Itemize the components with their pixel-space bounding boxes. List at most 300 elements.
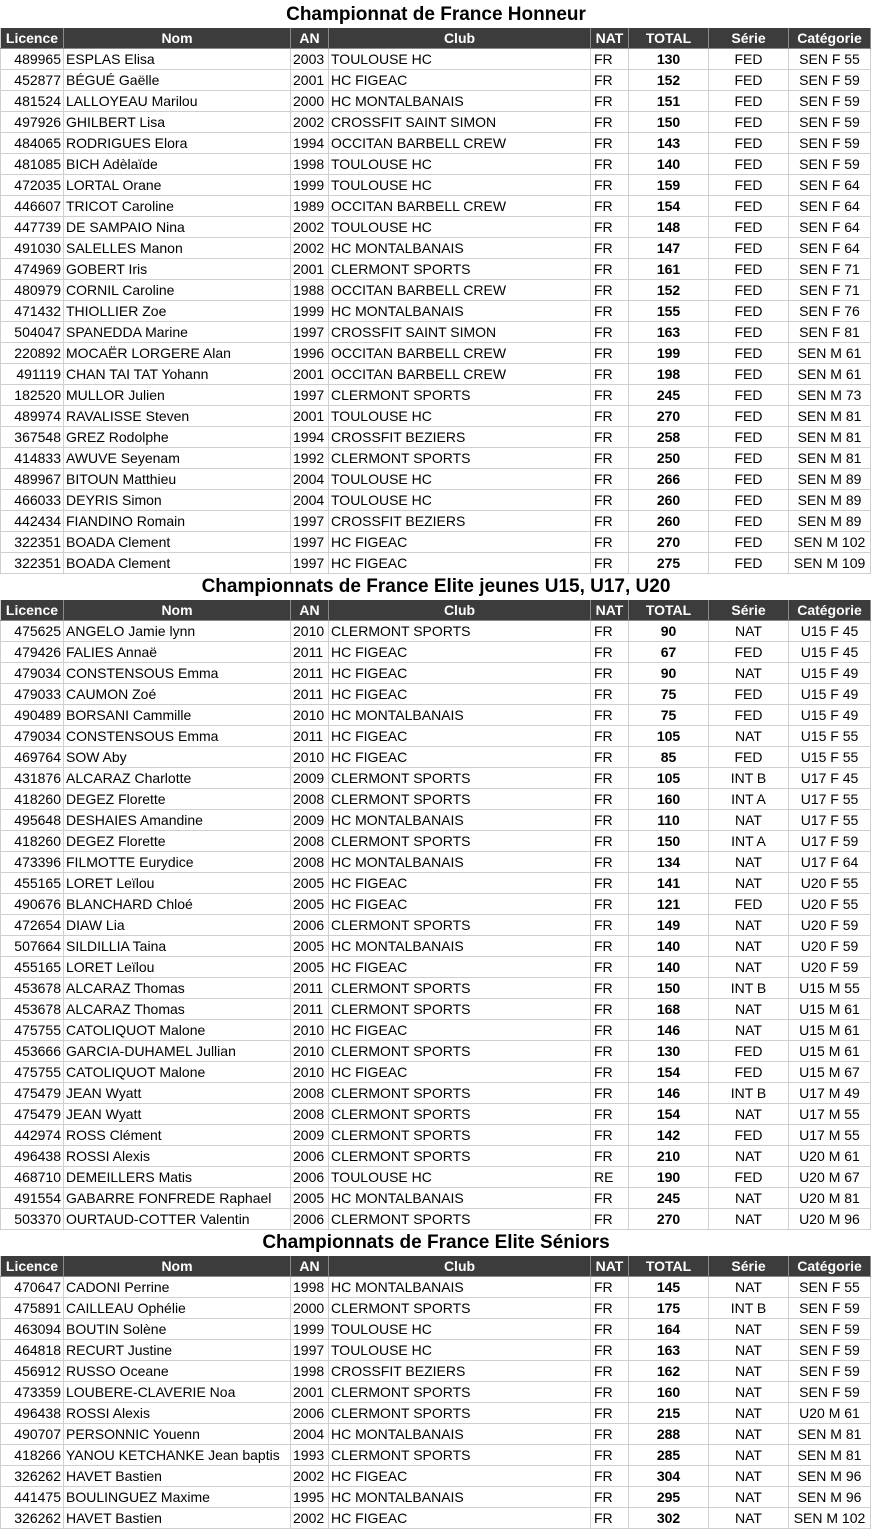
cell-serie: INT A (709, 831, 789, 852)
column-header-total: TOTAL (629, 600, 709, 621)
cell-categorie: U20 F 55 (789, 873, 871, 894)
cell-nom: LOUBERE-CLAVERIE Noa (64, 1382, 291, 1403)
section-title: Championnat de France Honneur (286, 4, 586, 25)
cell-categorie: SEN F 76 (789, 301, 871, 322)
cell-an: 1998 (291, 1361, 329, 1382)
cell-categorie: SEN M 73 (789, 385, 871, 406)
cell-serie: NAT (709, 1466, 789, 1487)
cell-an: 2008 (291, 789, 329, 810)
cell-licence: 473359 (1, 1382, 64, 1403)
column-header-an: AN (291, 28, 329, 49)
cell-licence: 182520 (1, 385, 64, 406)
cell-an: 1994 (291, 133, 329, 154)
cell-serie: FED (709, 553, 789, 574)
table-row (1, 238, 871, 259)
cell-an: 2005 (291, 957, 329, 978)
cell-licence: 481524 (1, 91, 64, 112)
cell-nat: FR (591, 705, 629, 726)
cell-an: 2006 (291, 1209, 329, 1230)
results-table (0, 28, 871, 574)
cell-licence: 455165 (1, 873, 64, 894)
cell-licence: 442974 (1, 1125, 64, 1146)
cell-categorie: SEN F 59 (789, 1298, 871, 1319)
cell-nat: FR (591, 1424, 629, 1445)
cell-nom: BORSANI Cammille (64, 705, 291, 726)
cell-club: CROSSFIT BEZIERS (329, 1361, 591, 1382)
cell-nat: FR (591, 301, 629, 322)
column-header-licence: Licence (1, 1256, 64, 1277)
cell-nat: FR (591, 915, 629, 936)
cell-categorie: U15 F 45 (789, 642, 871, 663)
cell-licence: 496438 (1, 1146, 64, 1167)
table-row (1, 999, 871, 1020)
cell-an: 1997 (291, 511, 329, 532)
cell-nom: RAVALISSE Steven (64, 406, 291, 427)
cell-total: 121 (629, 894, 709, 915)
cell-an: 2004 (291, 1424, 329, 1445)
table-row (1, 1361, 871, 1382)
cell-club: TOULOUSE HC (329, 490, 591, 511)
cell-an: 2008 (291, 1083, 329, 1104)
table-row (1, 747, 871, 768)
cell-categorie: SEN M 89 (789, 511, 871, 532)
cell-serie: NAT (709, 915, 789, 936)
cell-licence: 479034 (1, 663, 64, 684)
cell-an: 2011 (291, 642, 329, 663)
cell-categorie: SEN F 81 (789, 322, 871, 343)
cell-nat: FR (591, 238, 629, 259)
column-header-nom: Nom (64, 28, 291, 49)
cell-club: CLERMONT SPORTS (329, 1125, 591, 1146)
cell-categorie: SEN M 81 (789, 1424, 871, 1445)
cell-nom: THIOLLIER Zoe (64, 301, 291, 322)
cell-club: CLERMONT SPORTS (329, 831, 591, 852)
cell-an: 2009 (291, 768, 329, 789)
cell-total: 130 (629, 49, 709, 70)
cell-serie: NAT (709, 1104, 789, 1125)
cell-total: 152 (629, 280, 709, 301)
cell-serie: FED (709, 894, 789, 915)
cell-licence: 481085 (1, 154, 64, 175)
table-row (1, 91, 871, 112)
cell-serie: FED (709, 364, 789, 385)
cell-nom: BOUTIN Solène (64, 1319, 291, 1340)
cell-nat: FR (591, 831, 629, 852)
cell-nom: ROSS Clément (64, 1125, 291, 1146)
cell-licence: 455165 (1, 957, 64, 978)
cell-serie: FED (709, 684, 789, 705)
table-row (1, 427, 871, 448)
table-row (1, 1466, 871, 1487)
table-row (1, 936, 871, 957)
cell-licence: 479034 (1, 726, 64, 747)
cell-nom: GABARRE FONFREDE Raphael (64, 1188, 291, 1209)
cell-categorie: U17 M 49 (789, 1083, 871, 1104)
cell-an: 2011 (291, 999, 329, 1020)
cell-total: 154 (629, 1104, 709, 1125)
cell-nat: FR (591, 936, 629, 957)
table-row (1, 1083, 871, 1104)
cell-serie: FED (709, 511, 789, 532)
cell-licence: 475479 (1, 1083, 64, 1104)
cell-club: OCCITAN BARBELL CREW (329, 343, 591, 364)
cell-nom: FIANDINO Romain (64, 511, 291, 532)
cell-nat: FR (591, 154, 629, 175)
cell-licence: 466033 (1, 490, 64, 511)
cell-club: CLERMONT SPORTS (329, 789, 591, 810)
cell-categorie: SEN M 81 (789, 427, 871, 448)
section-honneur (0, 2, 872, 574)
cell-serie: FED (709, 175, 789, 196)
cell-nom: MULLOR Julien (64, 385, 291, 406)
cell-total: 140 (629, 154, 709, 175)
cell-club: CLERMONT SPORTS (329, 978, 591, 999)
cell-nat: FR (591, 1277, 629, 1298)
cell-categorie: U17 F 55 (789, 789, 871, 810)
cell-serie: NAT (709, 1340, 789, 1361)
column-header-licence: Licence (1, 600, 64, 621)
cell-total: 150 (629, 978, 709, 999)
cell-club: HC MONTALBANAIS (329, 1487, 591, 1508)
column-header-nat: NAT (591, 1256, 629, 1277)
table-row (1, 978, 871, 999)
column-header-an: AN (291, 1256, 329, 1277)
cell-serie: FED (709, 70, 789, 91)
cell-nom: RECURT Justine (64, 1340, 291, 1361)
cell-nat: FR (591, 1487, 629, 1508)
cell-licence: 418260 (1, 831, 64, 852)
cell-serie: NAT (709, 1020, 789, 1041)
cell-an: 2011 (291, 663, 329, 684)
cell-nom: ALCARAZ Thomas (64, 978, 291, 999)
cell-nat: FR (591, 553, 629, 574)
cell-nom: BOADA Clement (64, 532, 291, 553)
cell-an: 1997 (291, 385, 329, 406)
cell-nom: HAVET Bastien (64, 1508, 291, 1529)
cell-club: TOULOUSE HC (329, 49, 591, 70)
cell-serie: NAT (709, 999, 789, 1020)
cell-club: HC FIGEAC (329, 873, 591, 894)
cell-total: 142 (629, 1125, 709, 1146)
cell-categorie: SEN F 59 (789, 112, 871, 133)
cell-club: TOULOUSE HC (329, 469, 591, 490)
cell-nat: FR (591, 1104, 629, 1125)
cell-licence: 463094 (1, 1319, 64, 1340)
column-header-categorie: Catégorie (789, 1256, 871, 1277)
cell-serie: NAT (709, 873, 789, 894)
column-header-licence: Licence (1, 28, 64, 49)
cell-total: 145 (629, 1277, 709, 1298)
cell-licence: 480979 (1, 280, 64, 301)
cell-total: 105 (629, 726, 709, 747)
table-row (1, 70, 871, 91)
table-row (1, 1125, 871, 1146)
cell-nom: SALELLES Manon (64, 238, 291, 259)
cell-club: CLERMONT SPORTS (329, 259, 591, 280)
cell-serie: FED (709, 747, 789, 768)
cell-categorie: SEN F 64 (789, 196, 871, 217)
cell-nat: FR (591, 1083, 629, 1104)
cell-categorie: U17 F 64 (789, 852, 871, 873)
cell-nat: FR (591, 1382, 629, 1403)
cell-an: 1993 (291, 1445, 329, 1466)
header-row (1, 28, 871, 49)
cell-licence: 479033 (1, 684, 64, 705)
cell-an: 2008 (291, 1104, 329, 1125)
cell-an: 1999 (291, 175, 329, 196)
cell-an: 1992 (291, 448, 329, 469)
cell-nom: FALIES Annaë (64, 642, 291, 663)
cell-licence: 414833 (1, 448, 64, 469)
table-row (1, 768, 871, 789)
cell-nom: OURTAUD-COTTER Valentin (64, 1209, 291, 1230)
cell-categorie: U17 F 59 (789, 831, 871, 852)
table-row (1, 1104, 871, 1125)
cell-club: HC FIGEAC (329, 747, 591, 768)
cell-total: 160 (629, 1382, 709, 1403)
cell-nat: FR (591, 1340, 629, 1361)
cell-licence: 469764 (1, 747, 64, 768)
table-row (1, 1188, 871, 1209)
cell-licence: 491554 (1, 1188, 64, 1209)
cell-total: 146 (629, 1020, 709, 1041)
cell-categorie: U20 F 55 (789, 894, 871, 915)
cell-nom: GHILBERT Lisa (64, 112, 291, 133)
cell-an: 2008 (291, 831, 329, 852)
cell-club: CLERMONT SPORTS (329, 1382, 591, 1403)
cell-serie: NAT (709, 1361, 789, 1382)
cell-club: CLERMONT SPORTS (329, 1445, 591, 1466)
cell-total: 90 (629, 621, 709, 642)
cell-an: 1994 (291, 427, 329, 448)
cell-categorie: SEN F 59 (789, 1340, 871, 1361)
cell-licence: 507664 (1, 936, 64, 957)
cell-total: 75 (629, 705, 709, 726)
cell-club: HC MONTALBANAIS (329, 705, 591, 726)
section-elite-jeunes (0, 574, 872, 1230)
cell-categorie: U15 F 45 (789, 621, 871, 642)
cell-nat: FR (591, 957, 629, 978)
cell-categorie: U20 M 67 (789, 1167, 871, 1188)
table-row (1, 553, 871, 574)
cell-total: 190 (629, 1167, 709, 1188)
cell-licence: 453666 (1, 1041, 64, 1062)
cell-categorie: SEN M 96 (789, 1466, 871, 1487)
cell-nat: FR (591, 789, 629, 810)
cell-nat: FR (591, 343, 629, 364)
column-header-total: TOTAL (629, 28, 709, 49)
cell-nat: FR (591, 1209, 629, 1230)
cell-categorie: SEN M 81 (789, 1445, 871, 1466)
cell-serie: NAT (709, 726, 789, 747)
table-row (1, 873, 871, 894)
cell-nom: HAVET Bastien (64, 1466, 291, 1487)
column-header-serie: Série (709, 600, 789, 621)
column-header-serie: Série (709, 1256, 789, 1277)
cell-serie: FED (709, 385, 789, 406)
cell-total: 275 (629, 553, 709, 574)
table-row (1, 511, 871, 532)
cell-club: HC MONTALBANAIS (329, 1424, 591, 1445)
table-row (1, 1424, 871, 1445)
table-row (1, 1319, 871, 1340)
table-row (1, 280, 871, 301)
cell-categorie: SEN M 109 (789, 553, 871, 574)
column-header-club: Club (329, 1256, 591, 1277)
cell-total: 90 (629, 663, 709, 684)
cell-an: 2005 (291, 1188, 329, 1209)
table-row (1, 364, 871, 385)
cell-total: 147 (629, 238, 709, 259)
cell-nat: FR (591, 91, 629, 112)
cell-nom: DIAW Lia (64, 915, 291, 936)
cell-nat: FR (591, 1403, 629, 1424)
cell-total: 215 (629, 1403, 709, 1424)
cell-licence: 497926 (1, 112, 64, 133)
cell-categorie: U20 M 61 (789, 1403, 871, 1424)
cell-total: 245 (629, 385, 709, 406)
cell-total: 150 (629, 112, 709, 133)
cell-nom: SPANEDDA Marine (64, 322, 291, 343)
cell-nat: FR (591, 852, 629, 873)
cell-serie: FED (709, 217, 789, 238)
cell-total: 155 (629, 301, 709, 322)
cell-an: 1998 (291, 1277, 329, 1298)
section-title: Championnats de France Elite Séniors (262, 1232, 610, 1253)
cell-categorie: U20 M 81 (789, 1188, 871, 1209)
cell-serie: NAT (709, 852, 789, 873)
cell-categorie: SEN F 59 (789, 1361, 871, 1382)
cell-licence: 441475 (1, 1487, 64, 1508)
cell-nom: BLANCHARD Chloé (64, 894, 291, 915)
cell-categorie: SEN F 59 (789, 91, 871, 112)
cell-club: TOULOUSE HC (329, 406, 591, 427)
cell-categorie: U20 F 59 (789, 936, 871, 957)
cell-serie: FED (709, 1167, 789, 1188)
cell-licence: 491030 (1, 238, 64, 259)
cell-categorie: U15 M 61 (789, 1041, 871, 1062)
cell-categorie: SEN M 81 (789, 406, 871, 427)
cell-nat: FR (591, 196, 629, 217)
cell-nom: CAILLEAU Ophélie (64, 1298, 291, 1319)
cell-categorie: U17 F 45 (789, 768, 871, 789)
cell-club: CLERMONT SPORTS (329, 915, 591, 936)
results-table (0, 1256, 871, 1529)
cell-total: 198 (629, 364, 709, 385)
cell-serie: NAT (709, 1277, 789, 1298)
table-row (1, 1508, 871, 1529)
cell-serie: FED (709, 490, 789, 511)
cell-an: 1997 (291, 553, 329, 574)
cell-serie: NAT (709, 1487, 789, 1508)
cell-nom: RUSSO Oceane (64, 1361, 291, 1382)
cell-nom: GOBERT Iris (64, 259, 291, 280)
cell-total: 270 (629, 1209, 709, 1230)
cell-nom: CAUMON Zoé (64, 684, 291, 705)
cell-nat: FR (591, 1298, 629, 1319)
cell-club: TOULOUSE HC (329, 217, 591, 238)
cell-nat: FR (591, 511, 629, 532)
table-row (1, 663, 871, 684)
cell-total: 85 (629, 747, 709, 768)
cell-total: 154 (629, 196, 709, 217)
cell-club: HC MONTALBANAIS (329, 1277, 591, 1298)
table-row (1, 1146, 871, 1167)
cell-serie: FED (709, 469, 789, 490)
cell-serie: NAT (709, 1319, 789, 1340)
cell-club: HC FIGEAC (329, 642, 591, 663)
cell-nom: DE SAMPAIO Nina (64, 217, 291, 238)
cell-club: TOULOUSE HC (329, 175, 591, 196)
cell-nat: FR (591, 768, 629, 789)
cell-nat: FR (591, 70, 629, 91)
cell-nat: FR (591, 385, 629, 406)
cell-licence: 491119 (1, 364, 64, 385)
cell-nat: FR (591, 469, 629, 490)
cell-serie: NAT (709, 1445, 789, 1466)
cell-club: HC FIGEAC (329, 1508, 591, 1529)
cell-serie: FED (709, 1125, 789, 1146)
cell-licence: 496438 (1, 1403, 64, 1424)
cell-licence: 475755 (1, 1020, 64, 1041)
cell-nat: FR (591, 217, 629, 238)
cell-nom: ROSSI Alexis (64, 1146, 291, 1167)
cell-an: 1989 (291, 196, 329, 217)
cell-club: OCCITAN BARBELL CREW (329, 364, 591, 385)
cell-club: HC MONTALBANAIS (329, 852, 591, 873)
cell-nat: FR (591, 1361, 629, 1382)
cell-club: HC FIGEAC (329, 684, 591, 705)
table-row (1, 406, 871, 427)
cell-licence: 442434 (1, 511, 64, 532)
cell-an: 1997 (291, 532, 329, 553)
table-row (1, 1487, 871, 1508)
cell-club: CLERMONT SPORTS (329, 1146, 591, 1167)
cell-categorie: U20 F 59 (789, 915, 871, 936)
cell-nom: GARCIA-DUHAMEL Jullian (64, 1041, 291, 1062)
cell-an: 2010 (291, 1062, 329, 1083)
cell-nat: FR (591, 894, 629, 915)
cell-an: 1988 (291, 280, 329, 301)
cell-club: CLERMONT SPORTS (329, 1209, 591, 1230)
cell-total: 110 (629, 810, 709, 831)
cell-nom: LORTAL Orane (64, 175, 291, 196)
cell-serie: NAT (709, 1508, 789, 1529)
column-header-an: AN (291, 600, 329, 621)
cell-nom: ANGELO Jamie lynn (64, 621, 291, 642)
cell-categorie: SEN M 61 (789, 364, 871, 385)
cell-total: 163 (629, 1340, 709, 1361)
cell-serie: FED (709, 322, 789, 343)
cell-total: 258 (629, 427, 709, 448)
cell-nom: SOW Aby (64, 747, 291, 768)
cell-total: 161 (629, 259, 709, 280)
cell-total: 250 (629, 448, 709, 469)
cell-an: 2005 (291, 894, 329, 915)
cell-nat: FR (591, 1466, 629, 1487)
cell-total: 304 (629, 1466, 709, 1487)
cell-licence: 479426 (1, 642, 64, 663)
cell-serie: FED (709, 49, 789, 70)
cell-nom: BÉGUÉ Gaëlle (64, 70, 291, 91)
cell-categorie: U15 M 67 (789, 1062, 871, 1083)
table-row (1, 490, 871, 511)
column-header-club: Club (329, 28, 591, 49)
cell-an: 2002 (291, 1508, 329, 1529)
cell-total: 140 (629, 957, 709, 978)
cell-total: 150 (629, 831, 709, 852)
cell-nat: FR (591, 726, 629, 747)
